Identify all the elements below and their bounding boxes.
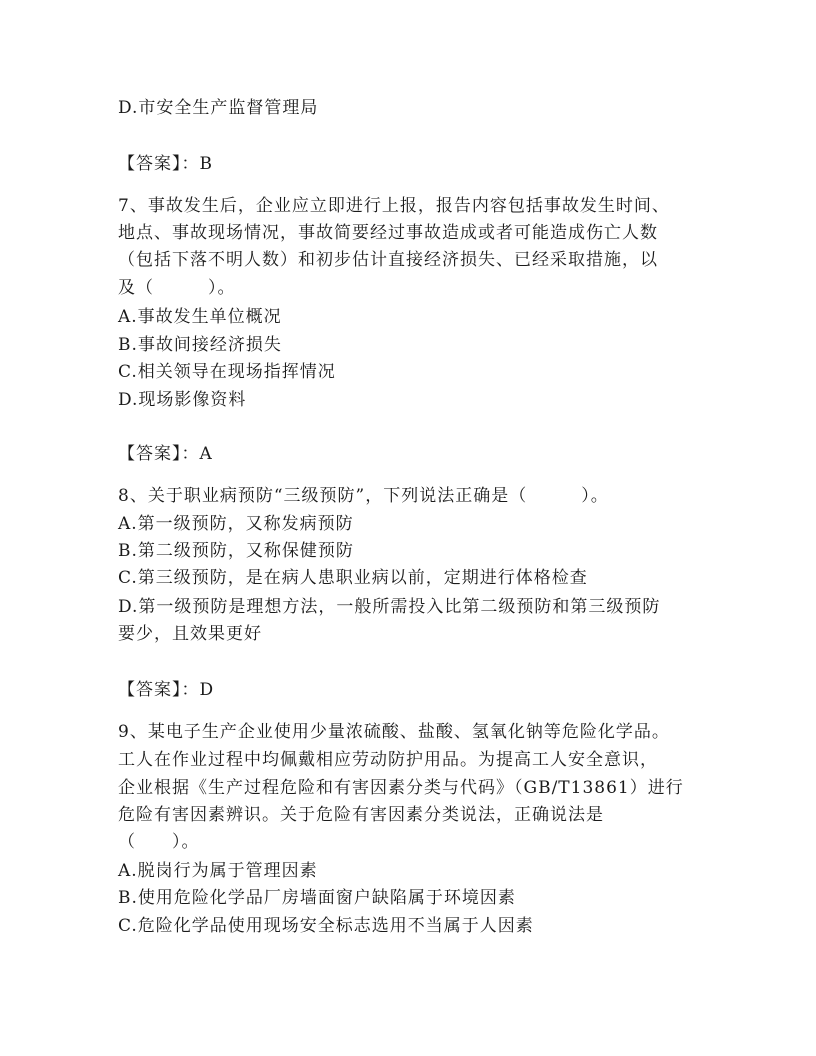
q7-stem-line: 及（ ）。 bbox=[118, 278, 236, 298]
q7-option-c: C.相关领导在现场指挥情况 bbox=[118, 362, 336, 382]
q9-stem-line: 工人在作业过程中均佩戴相应劳动防护用品。为提高工人安全意识， bbox=[118, 750, 658, 770]
q9-option-a: A.脱岗行为属于管理因素 bbox=[118, 861, 318, 881]
q9-stem-line: （ ）。 bbox=[118, 832, 200, 852]
q8-stem-line: 8、关于职业病预防“三级预防”，下列说法正确是（ ）。 bbox=[118, 486, 609, 506]
q8-answer: 【答案】：D bbox=[118, 680, 215, 700]
q9-stem-line: 企业根据《生产过程危险和有害因素分类与代码》（GB/T13861）进行 bbox=[118, 778, 684, 798]
q9-stem-line: 危险有害因素辨识。关于危险有害因素分类说法，正确说法是 bbox=[118, 805, 604, 825]
q8-option-d-cont: 要少，且效果更好 bbox=[118, 624, 262, 644]
q6-answer: 【答案】：B bbox=[118, 154, 213, 174]
q8-option-d: D.第一级预防是理想方法，一般所需投入比第二级预防和第三级预防 bbox=[118, 597, 661, 617]
q9-option-c: C.危险化学品使用现场安全标志选用不当属于人因素 bbox=[118, 916, 534, 936]
q8-option-a: A.第一级预防，又称发病预防 bbox=[118, 514, 354, 534]
q7-stem-line: 地点、事故现场情况，事故简要经过事故造成或者可能造成伤亡人数 bbox=[118, 223, 658, 243]
q7-option-d: D.现场影像资料 bbox=[118, 390, 247, 410]
q8-option-b: B.第二级预防，又称保健预防 bbox=[118, 541, 354, 561]
q6-option-d: D.市安全生产监督管理局 bbox=[118, 98, 319, 118]
q7-answer: 【答案】：A bbox=[118, 444, 213, 464]
q7-option-a: A.事故发生单位概况 bbox=[118, 307, 282, 327]
q7-stem-line: 7、事故发生后，企业应立即进行上报，报告内容包括事故发生时间、 bbox=[118, 196, 670, 216]
q7-stem-line: （包括下落不明人数）和初步估计直接经济损失、已经采取措施，以 bbox=[118, 250, 658, 270]
q8-option-c: C.第三级预防，是在病人患职业病以前，定期进行体格检查 bbox=[118, 568, 588, 588]
q9-stem-line: 9、某电子生产企业使用少量浓硫酸、盐酸、氢氧化钠等危险化学品。 bbox=[118, 722, 670, 742]
q9-option-b: B.使用危险化学品厂房墙面窗户缺陷属于环境因素 bbox=[118, 888, 516, 908]
q7-option-b: B.事故间接经济损失 bbox=[118, 335, 282, 355]
